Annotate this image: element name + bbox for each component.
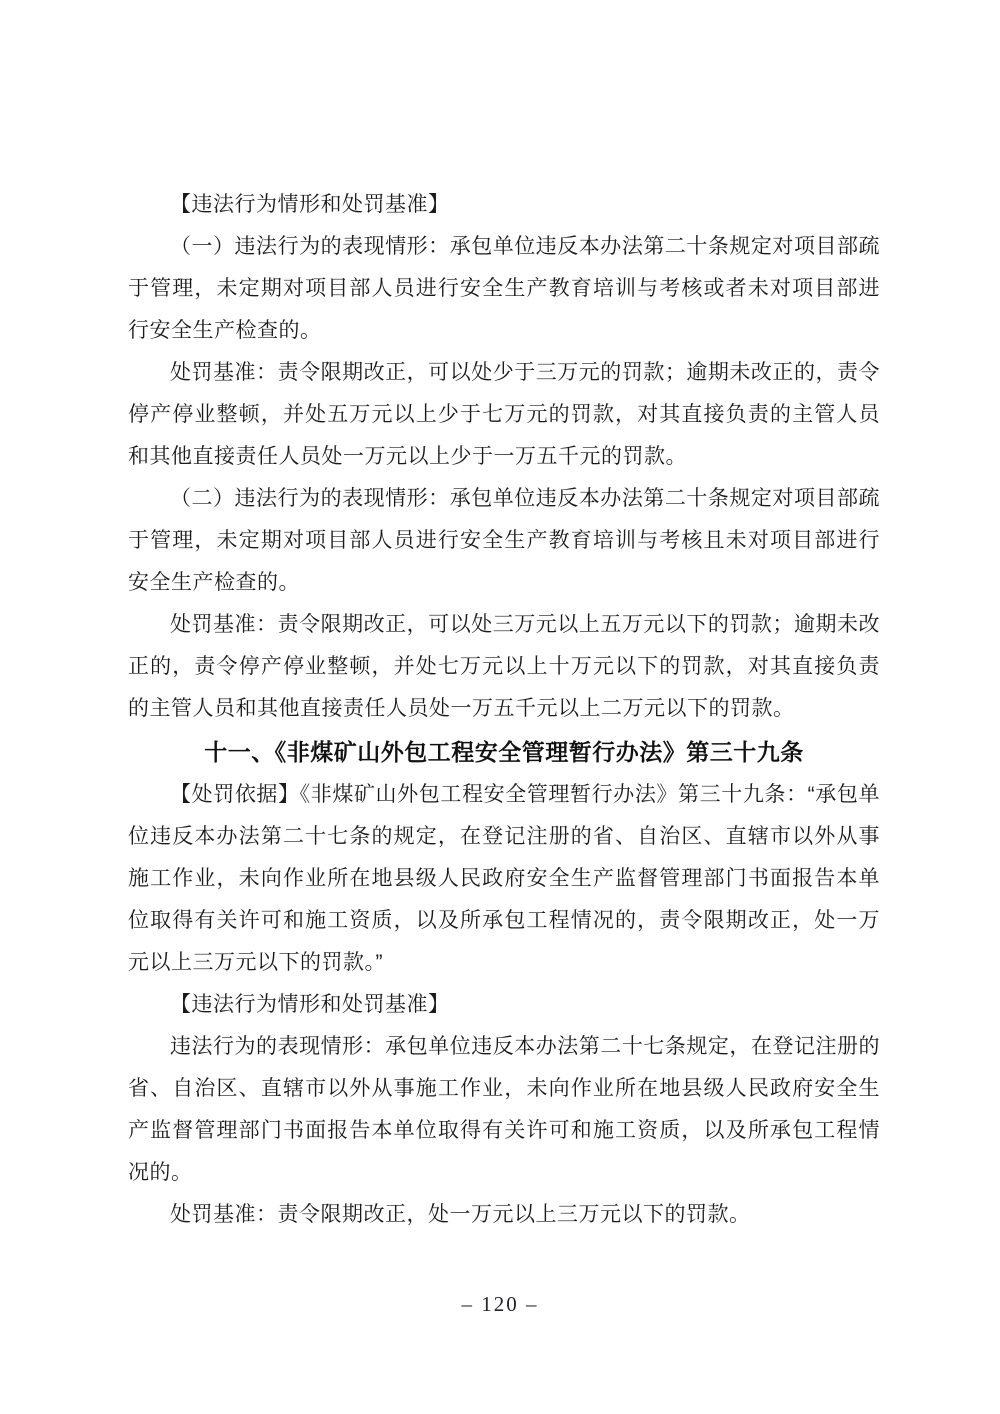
section-heading-article-39: 十一、《非煤矿山外包工程安全管理暂行办法》第三十九条 [204, 739, 804, 765]
page-footer [0, 1292, 1000, 1317]
paragraph-penalty-basis-3: 处罚基准：责令限期改正，处一万元以上三万元以下的罚款。 [170, 1203, 751, 1226]
paragraph-bracket-heading: 【违法行为情形和处罚基准】 [170, 193, 450, 216]
paragraph-violation-2: （二）违法行为的表现情形：承包单位违反本办法第二十条规定对项目部疏于管理，未定期对项目部人员进行安全生产教育培训与考核且未对项目部进行安全生产检查的。 [128, 487, 880, 594]
paragraph-penalty-basis-1: 处罚基准：责令限期改正，可以处少于三万元的罚款；逾期未改正的，责令停产停业整顿，并处五万元以上少于七万元的罚款，对其直接负责的主管人员和其他直接责任人员处一万元以上少于一万五千元的罚款。 [128, 361, 880, 468]
page-number: – 120 – [461, 1292, 539, 1316]
paragraph-penalty-basis-2: 处罚基准：责令限期改正，可以处三万元以上五万元以下的罚款；逾期未改正的，责令停产停业整顿，并处七万元以上十万元以下的罚款，对其直接负责的主管人员和其他直接责任人员处一万五千元以上二万元以下的罚款。 [128, 613, 880, 720]
paragraph-violation-1: （一）违法行为的表现情形：承包单位违反本办法第二十条规定对项目部疏于管理，未定期对项目部人员进行安全生产教育培训与考核或者未对项目部进行安全生产检查的。 [128, 235, 880, 342]
paragraph-violation-manifestation: 违法行为的表现情形：承包单位违反本办法第二十七条规定，在登记注册的省、自治区、直辖市以外从事施工作业，未向作业所在地县级人民政府安全生产监督管理部门书面报告本单位取得有关许可和施工资质，以及所承包工程情况的。 [128, 1035, 880, 1184]
paragraph-bracket-heading-2: 【违法行为情形和处罚基准】 [170, 993, 450, 1016]
document-body [128, 184, 880, 1236]
paragraph-penalty-legal-basis: 【处罚依据】《非煤矿山外包工程安全管理暂行办法》第三十九条：“承包单位违反本办法第二十七条的规定，在登记注册的省、自治区、直辖市以外从事施工作业，未向作业所在地县级人民政府安全生产监督管理部门书面报告本单位取得有关许可和施工资质，以及所承包工程情况的，责令限期改正，处一万元以上三万元以下的罚款。” [128, 783, 880, 974]
